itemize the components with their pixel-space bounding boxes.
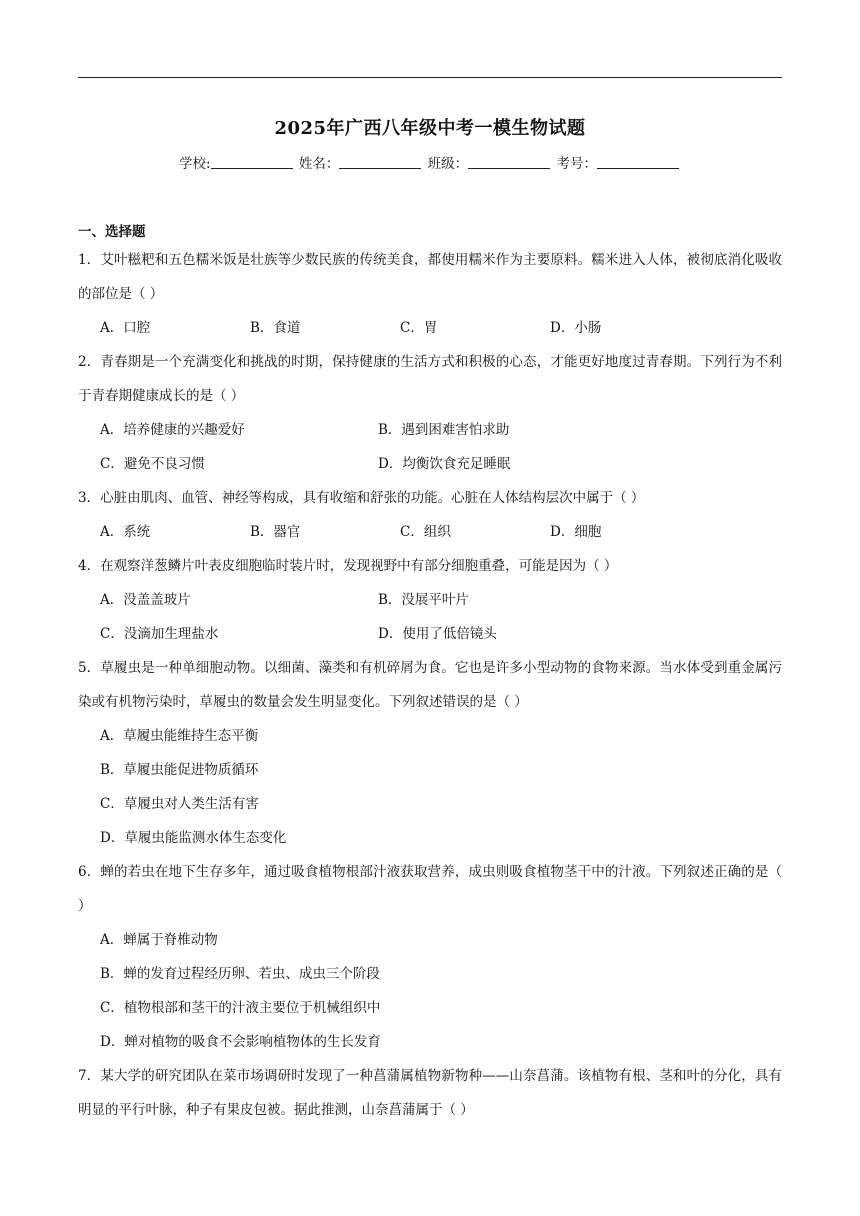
option-d: D．小肠 xyxy=(550,320,602,336)
option-c: C．组织 xyxy=(400,524,451,540)
option-b: B．草履虫能促进物质循环 xyxy=(100,762,259,778)
class-blank[interactable] xyxy=(468,155,550,169)
option-row xyxy=(78,583,782,617)
question-stem: 4．在观察洋葱鳞片叶表皮细胞临时装片时，发现视野中有部分细胞重叠，可能是因为（ ） xyxy=(78,558,618,574)
option-row xyxy=(78,617,782,651)
question-stem: 2．青春期是一个充满变化和挑战的时期，保持健康的生活方式和积极的心态，才能更好地度过青春期。下列行为不利于青春期健康成长的是（ ） xyxy=(78,354,782,404)
school-label: 学校: xyxy=(179,156,211,172)
option-c: C．避免不良习惯 xyxy=(100,456,205,472)
option-d: D．使用了低倍镜头 xyxy=(378,626,497,642)
option-row xyxy=(78,515,782,549)
name-label: 姓名： xyxy=(298,156,340,172)
class-label: 班级： xyxy=(427,156,469,172)
question-stem: 3．心脏由肌肉、血管、神经等构成，具有收缩和舒张的功能。心脏在人体结构层次中属于（ ） xyxy=(78,490,645,506)
section-heading: 一、选择题 xyxy=(78,224,146,240)
option-d: D．草履虫能监测水体生态变化 xyxy=(100,830,287,846)
option-a: A．口腔 xyxy=(100,320,151,336)
question-stem: 5．草履虫是一种单细胞动物。以细菌、藻类和有机碎屑为食。它也是许多小型动物的食物来源。当水体受到重金属污染或有机物污染时，草履虫的数量会发生明显变化。下列叙述错误的是（ ） xyxy=(78,660,782,710)
student-info-line xyxy=(0,152,860,172)
header-rule xyxy=(78,77,782,78)
option-b: B．器官 xyxy=(250,524,301,540)
option-a: A．草履虫能维持生态平衡 xyxy=(100,728,259,744)
option-c: C．植物根部和茎干的汁液主要位于机械组织中 xyxy=(100,1000,381,1016)
question-stem: 7．某大学的研究团队在菜市场调研时发现了一种菖蒲属植物新物种——山奈菖蒲。该植物有根、茎和叶的分化，具有明显的平行叶脉，种子有果皮包被。据此推测，山奈菖蒲属于（ ） xyxy=(78,1068,782,1118)
option-c: C．草履虫对人类生活有害 xyxy=(100,796,259,812)
option-d: D．细胞 xyxy=(550,524,602,540)
option-d: D．均衡饮食充足睡眠 xyxy=(378,456,511,472)
option-b: B．没展平叶片 xyxy=(378,592,469,608)
exam-number-label: 考号： xyxy=(556,156,597,172)
option-b: B．遇到困难害怕求助 xyxy=(378,422,510,438)
option-a: A．培养健康的兴趣爱好 xyxy=(100,422,245,438)
exam-title: 2025年广西八年级中考一模生物试题 xyxy=(274,118,586,139)
question-list xyxy=(78,243,782,1127)
question-stem: 6．蝉的若虫在地下生存多年，通过吸食植物根部汁液获取营养，成虫则吸食植物茎干中的汁液。下列叙述正确的是（ ） xyxy=(78,864,782,914)
school-blank[interactable] xyxy=(211,155,293,169)
option-row xyxy=(78,311,782,345)
option-row xyxy=(78,447,782,481)
option-row xyxy=(78,413,782,447)
exam-number-blank[interactable] xyxy=(597,155,679,169)
option-a: A．系统 xyxy=(100,524,151,540)
option-a: A．没盖盖玻片 xyxy=(100,592,191,608)
option-c: C．没滴加生理盐水 xyxy=(100,626,219,642)
name-blank[interactable] xyxy=(339,155,421,169)
option-a: A．蝉属于脊椎动物 xyxy=(100,932,218,948)
option-b: B．食道 xyxy=(250,320,301,336)
option-b: B．蝉的发育过程经历卵、若虫、成虫三个阶段 xyxy=(100,966,380,982)
question-stem: 1．艾叶糍粑和五色糯米饭是壮族等少数民族的传统美食，都使用糯米作为主要原料。糯米进入人体，被彻底消化吸收的部位是（ ） xyxy=(78,252,782,302)
option-c: C．胃 xyxy=(400,320,438,336)
option-d: D．蝉对植物的吸食不会影响植物体的生长发育 xyxy=(100,1034,381,1050)
